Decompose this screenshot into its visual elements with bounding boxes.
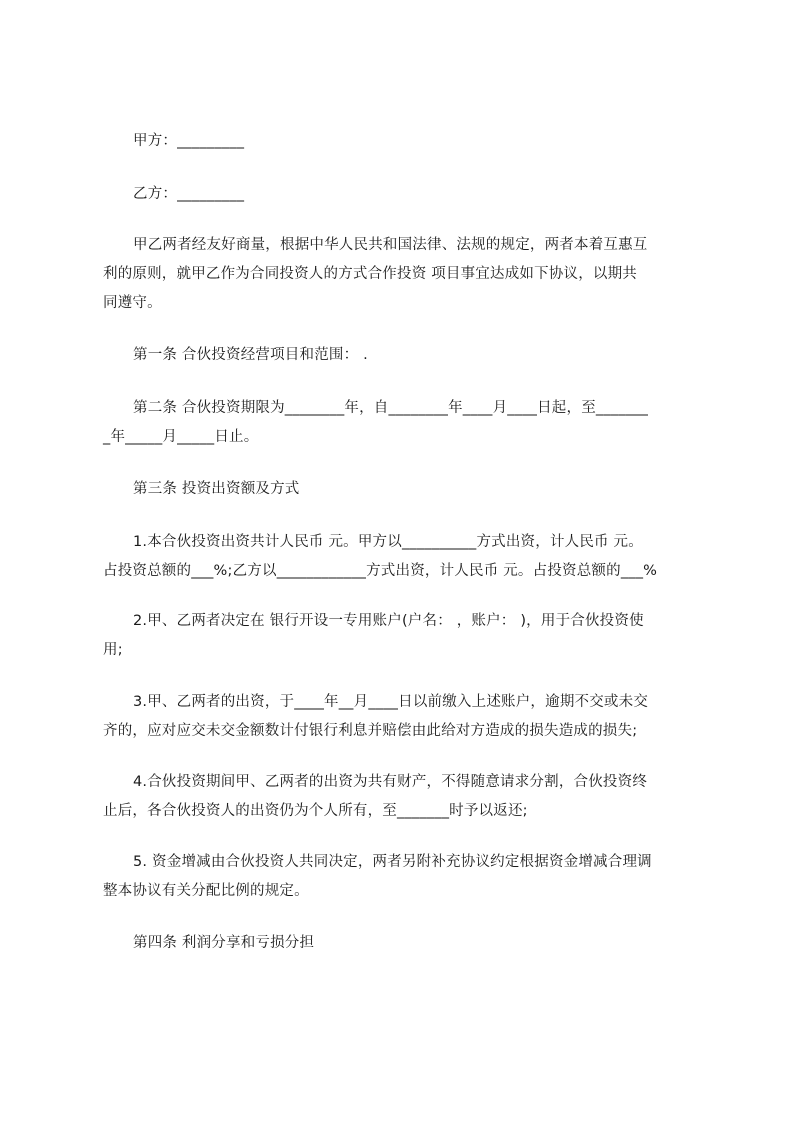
article-4-heading: 第四条 利润分享和亏损分担 <box>133 935 315 951</box>
clause-3-3-line-1: 3.甲、乙两者的出资，于____年__月____日以前缴入上述账户，逾期不交或未交 <box>133 694 649 710</box>
clause-3-2-line-1: 2.甲、乙两者决定在 银行开设一专用账户(户名： ，账户： )，用于合伙投资使 <box>133 613 644 629</box>
article-3-heading: 第三条 投资出资额及方式 <box>133 481 300 497</box>
clause-3-3-line-2: 齐的，应对应交未交金额数计付银行利息并赔偿由此给对方造成的损失造成的损失; <box>103 723 638 739</box>
party-a-line: 甲方：_________ <box>133 133 245 149</box>
preamble-line-2: 利的原则，就甲乙作为合同投资人的方式合作投资 项目事宜达成如下协议，以期共 <box>103 266 638 282</box>
preamble-line-1: 甲乙两者经友好商量，根据中华人民共和国法律、法规的规定，两者本着互惠互 <box>133 237 648 253</box>
clause-3-5-line-1: 5. 资金增减由合伙投资人共同决定，两者另附补充协议约定根据资金增减合理调 <box>133 854 652 870</box>
preamble-line-3: 同遵守。 <box>103 295 162 311</box>
clause-3-4-line-1: 4.合伙投资期间甲、乙两者的出资为共有财产，不得随意请求分割，合伙投资终 <box>133 774 648 790</box>
article-1-heading: 第一条 合伙投资经营项目和范围： . <box>133 347 368 363</box>
party-b-line: 乙方：_________ <box>133 186 245 202</box>
clause-3-1-line-2: 占投资总额的___%;乙方以____________方式出资，计人民币 元。占投资总额的___% <box>103 563 658 579</box>
article-2-line-1: 第二条 合伙投资期限为________年，自________年____月____日起，至_______ <box>133 400 649 416</box>
article-2-line-2: _年_____月_____日止。 <box>103 429 259 445</box>
clause-3-2-line-2: 用; <box>103 642 123 658</box>
clause-3-1-line-1: 1.本合伙投资出资共计人民币 元。甲方以__________方式出资，计人民币 元。 <box>133 534 643 550</box>
clause-3-4-line-2: 止后，各合伙投资人的出资仍为个人所有，至_______时予以返还; <box>103 803 528 819</box>
clause-3-5-line-2: 整本协议有关分配比例的规定。 <box>103 883 309 899</box>
